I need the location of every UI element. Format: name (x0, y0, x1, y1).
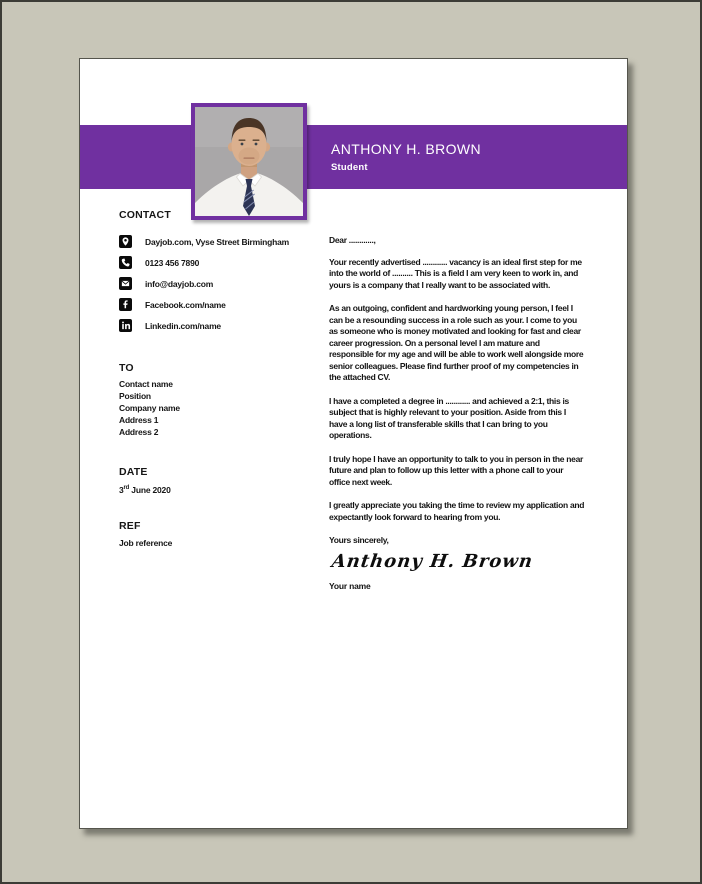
contact-row-linkedin (119, 319, 309, 332)
paragraph-followup: I truly hope I have an opportunity to talk to you in person in the near future and plan to follow up this letter with a phone call to your office next week. (329, 453, 584, 487)
recipient-contact-name: Contact name (119, 379, 173, 389)
contact-row-email (119, 277, 309, 290)
contact-linkedin: Linkedin.com/name (145, 320, 221, 331)
to-heading: TO (119, 362, 134, 374)
contact-facebook: Facebook.com/name (145, 299, 226, 310)
salutation: Dear ............, (329, 235, 376, 245)
contact-email: info@dayjob.com (145, 278, 214, 289)
contact-row-facebook (119, 298, 309, 311)
recipient-block (119, 378, 180, 438)
candidate-title: Student (331, 162, 368, 173)
email-icon (119, 277, 132, 290)
paragraph-intro: Your recently advertised ............ vacancy is an ideal first step for me into the world of .......... This is a field I am very keen to work in, and yours is a company that I really want to be associated with. (329, 256, 582, 290)
recipient-address-2: Address 2 (119, 427, 159, 437)
facebook-icon (119, 298, 132, 311)
phone-icon (119, 256, 132, 269)
typed-name: Your name (329, 581, 371, 591)
recipient-company: Company name (119, 403, 180, 413)
contact-address: Dayjob.com, Vyse Street Birmingham (145, 236, 290, 247)
paragraph-degree: I have a completed a degree in ............ and achieved a 2:1, this is subject that is highly relevant to your position. Aside from this I have a long list of transferable skills that I can bring to you operations. (329, 395, 569, 440)
letter-body (329, 235, 586, 593)
paragraph-personality: As an outgoing, confident and hardworking young person, I feel I can be a resounding success in a role such as your. I come to you as someone who is money motivated and looking for fast and clear career progression. On a personal level I am mature and responsible for my age and will be able to work well alongside more senior colleagues. Please find further proof of my competencies in the attached CV. (329, 303, 584, 382)
candidate-name: ANTHONY H. BROWN (331, 141, 482, 157)
location-icon (119, 235, 132, 248)
date-day: 3 (119, 485, 124, 495)
job-reference: Job reference (119, 538, 173, 548)
letter-date (119, 485, 171, 495)
contact-row-phone (119, 256, 309, 269)
paragraph-thanks: I greatly appreciate you taking the time to review my application and expectantly look forward to hearing from you. (329, 500, 585, 522)
linkedin-icon (119, 319, 132, 332)
contact-row-address (119, 235, 309, 248)
recipient-position: Position (119, 391, 151, 401)
contact-list (119, 235, 309, 340)
cover-letter-page (79, 58, 628, 829)
closing-line: Yours sincerely, (329, 535, 389, 545)
recipient-address-1: Address 1 (119, 415, 159, 425)
date-heading: DATE (119, 466, 148, 478)
contact-phone: 0123 456 7890 (145, 257, 200, 268)
date-ordinal: rd (123, 485, 130, 492)
header-text-block (331, 141, 481, 173)
date-rest: June 2020 (129, 485, 171, 495)
ref-heading: REF (119, 520, 141, 532)
handwritten-signature: Anthony H. Brown (330, 550, 535, 572)
portrait-illustration (195, 107, 303, 216)
profile-photo (191, 103, 307, 220)
contact-heading: CONTACT (119, 209, 171, 221)
